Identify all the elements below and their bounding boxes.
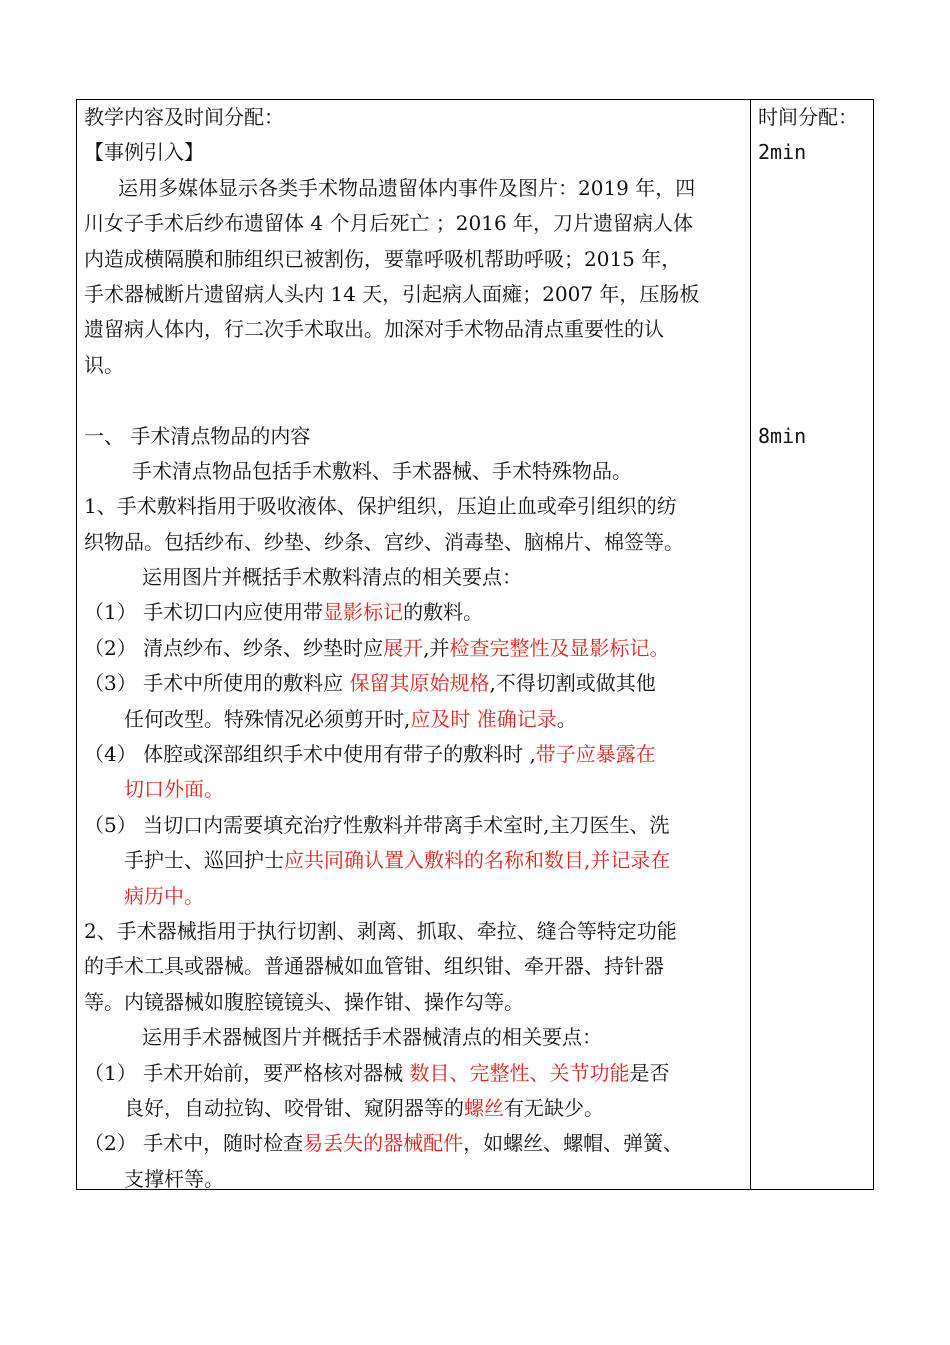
case-paragraph-line: 识。: [84, 352, 124, 377]
dressing-point-3-cont: 任何改型。特殊情况必须剪开时,应及时 准确记录。: [124, 706, 577, 731]
highlight: 应共同确认置入敷料的名称和数目,并记录在: [284, 848, 671, 873]
highlight: 易丢失的器械配件: [303, 1131, 464, 1156]
highlight: 数目、完整性、关节功能: [409, 1060, 630, 1085]
instrument-point-2: （2） 手术中，随时检查易丢失的器械配件，如螺丝、螺帽、弹簧、: [84, 1131, 684, 1156]
dressing-point-5: （5） 当切口内需要填充治疗性敷料并带离手术室时,主刀医生、洗: [84, 812, 670, 837]
dressing-point-1: （1） 手术切口内应使用带显影标记的敷料。: [84, 600, 484, 625]
highlight: 保留其原始规格: [349, 671, 490, 696]
highlight: 螺丝: [464, 1095, 504, 1120]
teaching-content-column: [84, 100, 748, 1197]
highlight: 病历中。: [124, 883, 204, 908]
instrument-definition-line: 的手术工具或器械。普通器械如血管钳、组织钳、牵开器、持针器: [84, 954, 664, 979]
case-paragraph-line: 内造成横隔膜和肺组织已被割伤，要靠呼吸机帮助呼吸；2015 年，: [84, 246, 682, 271]
dressing-point-4-cont: [84, 772, 748, 807]
dressing-intro: 运用图片并概括手术敷料清点的相关要点：: [142, 565, 522, 590]
dressing-point-5-cont: 手护士、巡回护士应共同确认置入敷料的名称和数目,并记录在: [124, 848, 671, 873]
instrument-point-1: （1） 手术开始前，要严格核对器械 数目、完整性、关节功能是否: [84, 1060, 670, 1085]
highlight: 显影标记: [323, 600, 404, 625]
time-case-intro: 2min: [758, 140, 807, 165]
dressing-definition-line: 织物品。包括纱布、纱垫、纱条、宫纱、消毒垫、脑棉片、棉签等。: [84, 529, 684, 554]
instrument-point-1-cont: 良好，自动拉钩、咬骨钳、窥阴器等的螺丝有无缺少。: [124, 1095, 604, 1120]
highlight: 检查完整性及显影标记。: [449, 635, 670, 660]
section-intro: 手术清点物品包括手术敷料、手术器械、手术特殊物品。: [132, 458, 632, 483]
highlight: 展开: [383, 635, 424, 660]
highlight: 应及时 准确记录: [410, 706, 557, 731]
case-title: 【事例引入】: [84, 140, 204, 165]
instrument-point-2-cont: 支撑杆等。: [124, 1166, 224, 1191]
case-paragraph-line: 遗留病人体内，行二次手术取出。加深对手术物品清点重要性的认: [84, 317, 664, 342]
highlight: 带子应暴露在: [535, 742, 656, 767]
dressing-point-4: （4） 体腔或深部组织手术中使用有带子的敷料时 ,带子应暴露在: [84, 742, 656, 767]
time-section-1: 8min: [758, 423, 807, 448]
time-allocation-column: [758, 100, 870, 454]
case-paragraph-line: 川女子手术后纱布遗留体 4 个月后死亡 ；2016 年，刀片遗留病人体: [84, 211, 694, 236]
dressing-definition-line: 1、手术敷料指用于吸收液体、保护组织，压迫止血或牵引组织的纺: [84, 494, 677, 519]
case-paragraph-line: 手术器械断片遗留病人头内 14 天，引起病人面瘫；2007 年，压肠板: [84, 281, 700, 306]
time-label: 时间分配：: [758, 105, 858, 129]
dressing-point-3: （3） 手术中所使用的敷料应 保留其原始规格,不得切割或做其他: [84, 671, 656, 696]
instrument-definition-line: 2、手术器械指用于执行切割、剥离、抓取、牵拉、缝合等特定功能: [84, 918, 677, 943]
content-header: 教学内容及时间分配：: [84, 105, 284, 129]
case-paragraph-line: 运用多媒体显示各类手术物品遗留体内事件及图片：2019 年，四: [118, 175, 696, 200]
dressing-point-2: （2） 清点纱布、纱条、纱垫时应展开,并检查完整性及显影标记。: [84, 635, 670, 660]
spacer: [84, 383, 748, 418]
dressing-point-5-cont: [84, 879, 748, 914]
column-divider: [750, 99, 751, 1190]
section-title: 一、 手术清点物品的内容: [84, 423, 311, 448]
instrument-definition-line: 等。内镜器械如腹腔镜镜头、操作钳、操作勾等。: [84, 989, 524, 1014]
highlight: 切口外面。: [124, 777, 224, 802]
instrument-intro: 运用手术器械图片并概括手术器械清点的相关要点：: [142, 1025, 602, 1050]
